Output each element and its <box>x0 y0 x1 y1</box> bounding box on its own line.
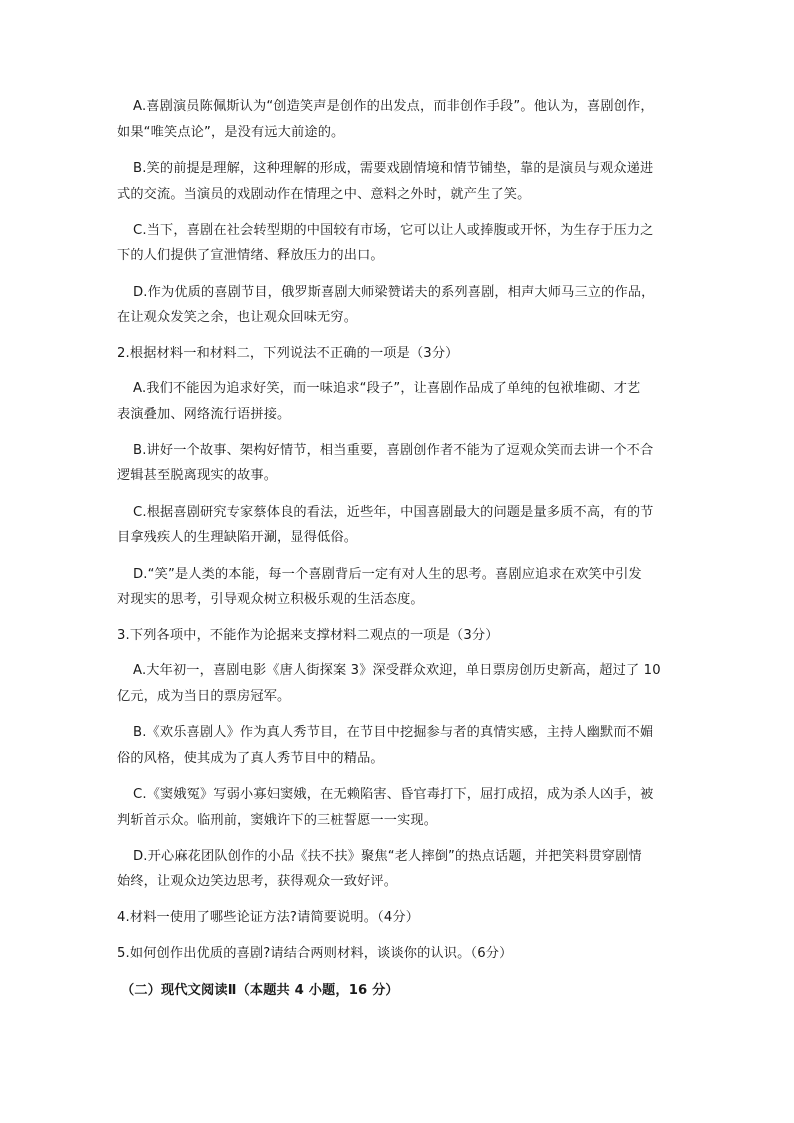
q1-option-a-line1: A.喜剧演员陈佩斯认为“创造笑声是创作的出发点，而非创作手段”。他认为，喜剧创作， <box>133 99 654 114</box>
q2-option-d-line1: D.“笑”是人类的本能，每一个喜剧背后一定有对人生的思考。喜剧应追求在欢笑中引发 <box>133 567 642 582</box>
q1-option-c-line1: C.当下，喜剧在社会转型期的中国较有市场，它可以让人或捧腹或开怀，为生存于压力之 <box>133 223 654 238</box>
q2-option-d-line2: 对现实的思考，引导观众树立积极乐观的生活态度。 <box>117 592 424 607</box>
section-title: （二）现代文阅读Ⅱ（本题共 4 小题，16 分） <box>121 983 399 998</box>
q5-stem: 5.如何创作出优质的喜剧?请结合两则材料，谈谈你的认识。（6分） <box>117 946 513 961</box>
q1-option-c-line2: 下的人们提供了宣泄情绪、释放压力的出口。 <box>117 248 384 263</box>
q3-option-a-line2: 亿元，成为当日的票房冠军。 <box>117 689 291 704</box>
q2-option-b-line1: B.讲好一个故事、架构好情节，相当重要，喜剧创作者不能为了逗观众笑而去讲一个不合 <box>133 443 654 458</box>
q2-option-b-line2: 逻辑甚至脱离现实的故事。 <box>117 468 278 483</box>
q1-option-a-line2: 如果“唯笑点论”，是没有远大前途的。 <box>117 125 345 140</box>
q3-option-d-line1: D.开心麻花团队创作的小品《扶不扶》聚焦“老人摔倒”的热点话题，并把笑料贯穿剧情 <box>133 849 642 864</box>
q2-option-c-line2: 目拿残疾人的生理缺陷开涮，显得低俗。 <box>117 530 358 545</box>
q2-option-a-line1: A.我们不能因为追求好笑，而一味追求“段子”，让喜剧作品成了单纯的包袱堆砌、才艺 <box>133 381 641 396</box>
q3-option-b-line1: B.《欢乐喜剧人》作为真人秀节目，在节目中挖掘参与者的真情实感，主持人幽默而不媚 <box>133 725 654 740</box>
q3-option-a-line1: A.大年初一，喜剧电影《唐人街探案 3》深受群众欢迎，单日票房创历史新高，超过了 10 <box>133 663 661 678</box>
q4-stem: 4.材料一使用了哪些论证方法?请简要说明。（4分） <box>117 910 420 925</box>
q3-option-c-line2: 判斩首示众。临刑前，窦娥许下的三桩誓愿一一实现。 <box>117 813 438 828</box>
q3-option-d-line2: 始终，让观众边笑边思考，获得观众一致好评。 <box>117 874 398 889</box>
q2-option-a-line2: 表演叠加、网络流行语拼接。 <box>117 407 291 422</box>
q3-option-c-line1: C.《窦娥冤》写弱小寡妇窦娥，在无赖陷害、昏官毒打下，屈打成招，成为杀人凶手，被 <box>133 787 654 802</box>
q3-option-b-line2: 俗的风格，使其成为了真人秀节目中的精品。 <box>117 751 384 766</box>
q1-option-d-line2: 在让观众发笑之余，也让观众回味无穷。 <box>117 310 358 325</box>
q2-stem: 2.根据材料一和材料二，下列说法不正确的一项是（3分） <box>117 346 459 361</box>
q3-stem: 3.下列各项中，不能作为论据来支撑材料二观点的一项是（3分） <box>117 628 499 643</box>
q2-option-c-line1: C.根据喜剧研究专家蔡体良的看法，近些年，中国喜剧最大的问题是量多质不高，有的节 <box>133 505 654 520</box>
q1-option-b-line2: 式的交流。当演员的戏剧动作在情理之中、意料之外时，就产生了笑。 <box>117 187 531 202</box>
q1-option-d-line1: D.作为优质的喜剧节目，俄罗斯喜剧大师梁赞诺夫的系列喜剧，相声大师马三立的作品， <box>133 285 655 300</box>
q1-option-b-line1: B.笑的前提是理解，这种理解的形成，需要戏剧情境和情节铺垫，靠的是演员与观众递进 <box>133 161 654 176</box>
